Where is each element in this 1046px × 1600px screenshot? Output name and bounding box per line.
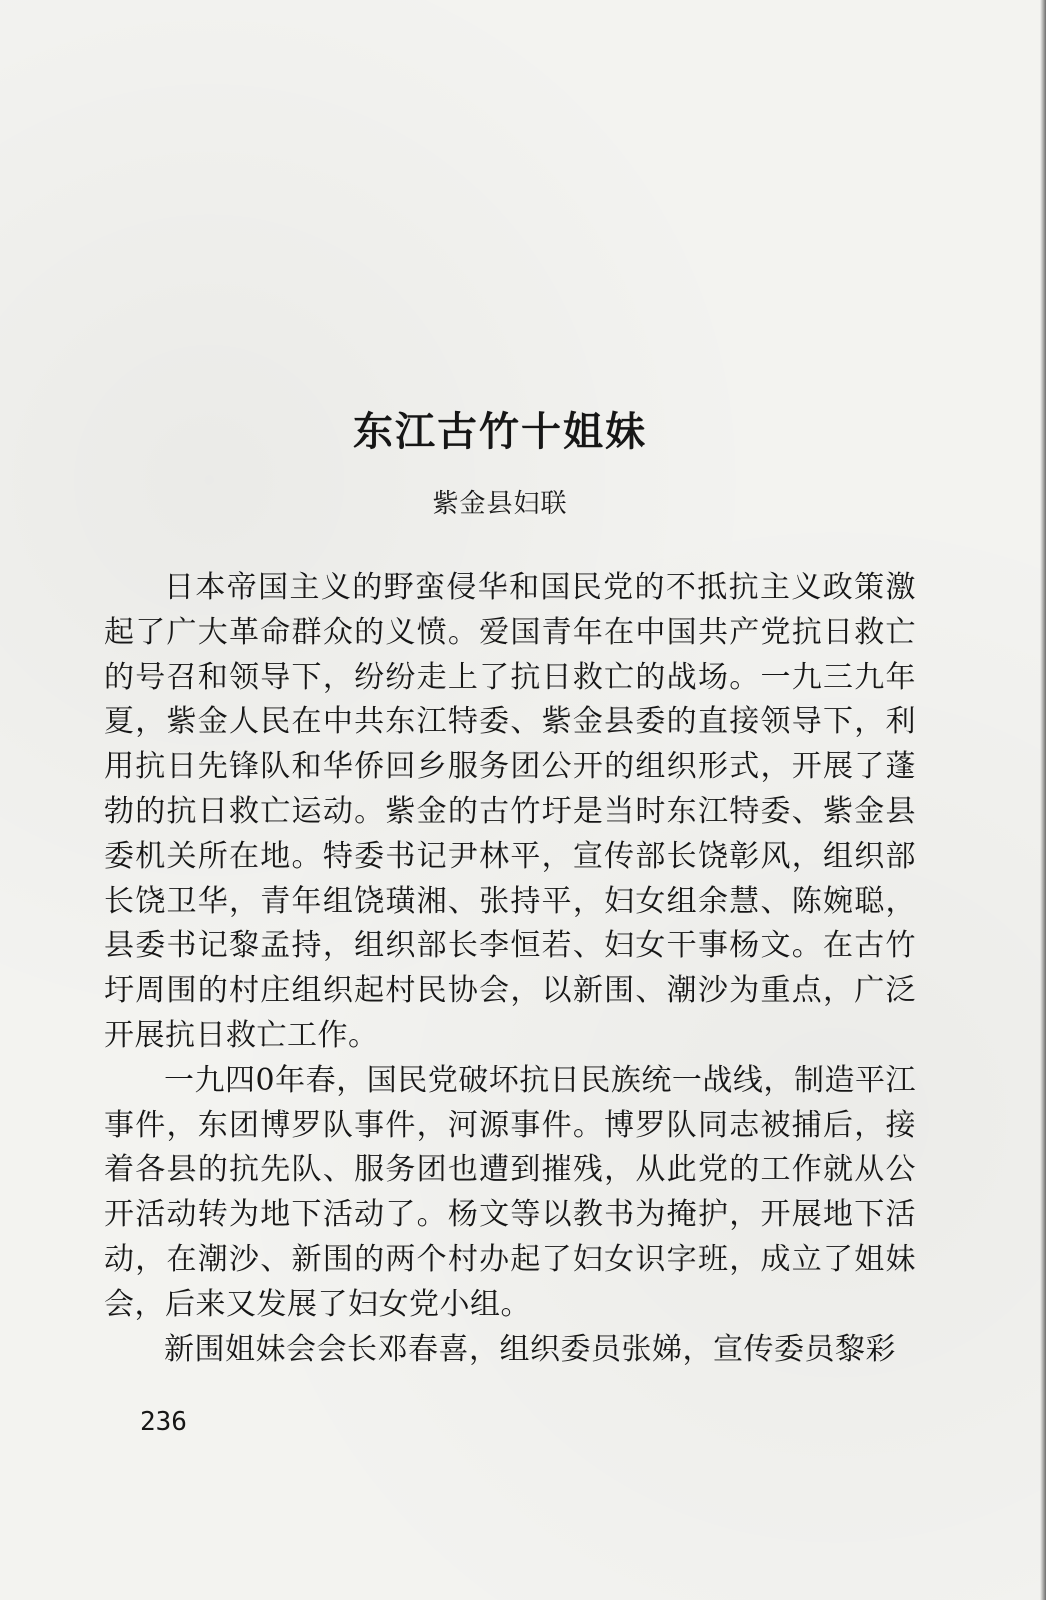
page-edge-shadow — [1040, 0, 1046, 1600]
paragraph-1: 日本帝国主义的野蛮侵华和国民党的不抵抗主义政策激起了广大革命群众的义愤。爱国青年在中国共产党抗日救亡的号召和领导下，纷纷走上了抗日救亡的战场。一九三九年夏，紫金人民在中共东江特委、紫金县委的直接领导下，利用抗日先锋队和华侨回乡服务团公开的组织形式，开展了蓬勃的抗日救亡运动。紫金的古竹圩是当时东江特委、紫金县委机关所在地。特委书记尹林平，宣传部长饶彰风，组织部长饶卫华，青年组饶璜湘、张持平，妇女组余慧、陈婉聪，县委书记黎孟持，组织部长李恒若、妇女干事杨文。在古竹圩周围的村庄组织起村民协会，以新围、潮沙为重点，广泛开展抗日救亡工作。 — [104, 570, 916, 1053]
article-title: 东江古竹十姐妹 — [353, 408, 647, 455]
article-body — [104, 566, 916, 1372]
page-number: 236 — [140, 1407, 187, 1437]
paragraph-3: 新围姐妹会会长邓春喜，组织委员张娣，宣传委员黎彩 — [164, 1331, 896, 1367]
paragraph-2: 一九四0年春，国民党破坏抗日民族统一战线，制造平江事件，东团博罗队事件，河源事件。博罗队同志被捕后，接着各县的抗先队、服务团也遭到摧残，从此党的工作就从公开活动转为地下活动了。杨文等以教书为掩护，开展地下活动，在潮沙、新围的两个村办起了妇女识字班，成立了姐妹会，后来又发展了妇女党小组。 — [104, 1062, 916, 1322]
article-author: 紫金县妇联 — [432, 489, 568, 519]
